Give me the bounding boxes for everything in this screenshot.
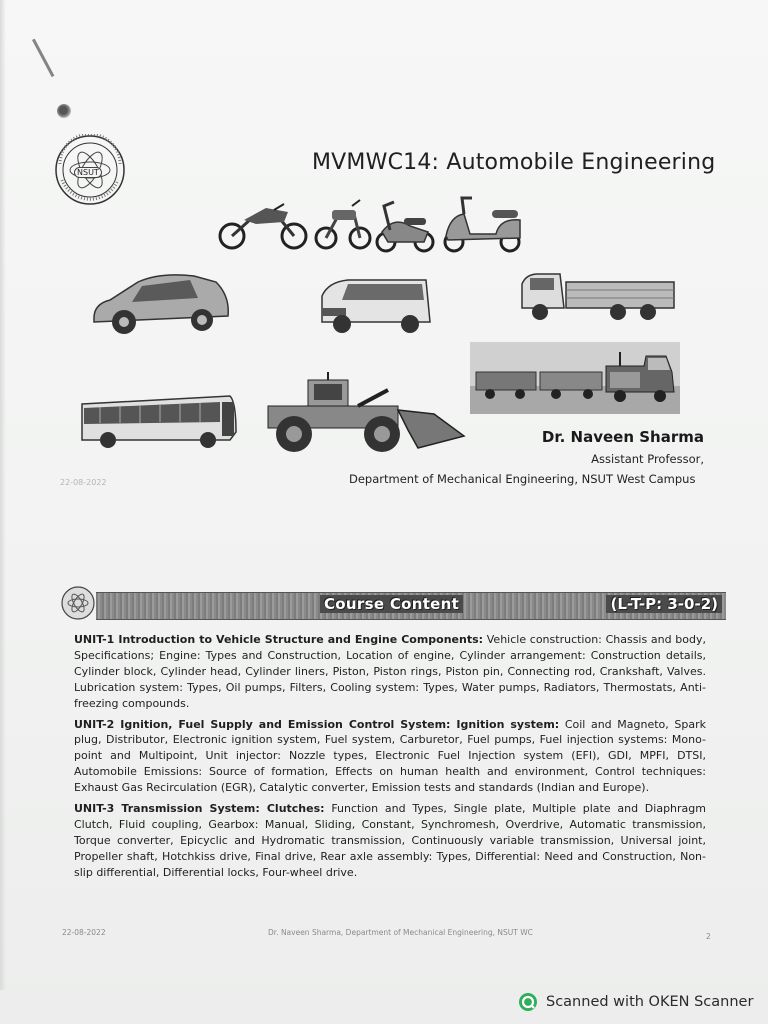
scan-mark	[32, 39, 54, 77]
oken-scanner-icon	[518, 992, 538, 1012]
banner-ltp: (L-T-P: 3-0-2)	[606, 595, 722, 613]
unit-2	[74, 717, 706, 797]
scanner-watermark	[518, 992, 753, 1012]
unit-1-body: Vehicle construction: Chassis and body, Specifications; Engine: Types and Construction, Location of engine, Cylinder arrangement: Construction details, Cylinder block, Cylinder head, Cylinder liners, Piston, Piston rings, Piston pin, Connecting rod, Crankshaft, Valves. Lubrication system: Types, Oil pumps, Filters, Cooling system: Types, Water pumps, Radiators, Thermostats, Anti-freezing compounds.	[74, 633, 707, 710]
wheel-loader-icon	[258, 370, 468, 454]
motorcycle-icon	[214, 198, 312, 250]
footer-date: 22-08-2022	[62, 928, 106, 937]
footer-author: Dr. Naveen Sharma, Department of Mechanical Engineering, NSUT WC	[268, 928, 533, 937]
unit-3-heading: UNIT-3 Transmission System: Clutches:	[74, 802, 325, 816]
course-content-banner	[96, 592, 726, 620]
vespa-scooter-icon	[440, 194, 528, 254]
banner-logo-icon	[60, 585, 96, 621]
scanner-text: Scanned with OKEN Scanner	[546, 994, 754, 1010]
unit-1-heading: UNIT-1 Introduction to Vehicle Structure and Engine Components:	[74, 633, 484, 646]
logo-text: NSUT	[74, 167, 102, 178]
page-title: MVMWC14: Automobile Engineering	[312, 150, 716, 175]
unit-3	[74, 801, 706, 881]
unit-2-body: Coil and Magneto, Spark plug, Distributor, Electronic ignition system, Fuel system, Carburetor, Fuel pumps, Fuel injection systems: Mono-point and Multipoint, Unit injector: Nozzle types, Electronic Fuel Injection system (EFI), GDI, MPFI, DTSI, Automobile Emissions: Source of formation, Effects on human health and environment, Control techniques: Exhaust Gas Recirculation (EGR), Catalytic converter, Emission tests and standards (Indian and Europe).	[74, 717, 706, 795]
punch-hole	[57, 104, 71, 118]
author-department: Department of Mechanical Engineering, NSUT West Campus	[349, 472, 696, 486]
banner-title: Course Content	[320, 595, 463, 613]
truck-icon	[518, 268, 678, 328]
unit-3-body: Function and Types, Single plate, Multiple plate and Diaphragm Clutch, Fluid coupling, Gearbox: Manual, Sliding, Constant, Synchromesh, Overdrive, Automatic transmission, Torque converter, Epicyclic and Hydromatic transmission, Continuously variable transmission, Universal joint, Propeller shaft, Hotchkiss drive, Final drive, Rear axle assembly: Types, Differential: Need and Construction, Non-slip differential, Differential locks, Four-wheel drive.	[74, 802, 706, 879]
dirt-bike-icon	[314, 196, 372, 252]
road-train-icon	[470, 342, 680, 414]
bus-icon	[80, 392, 238, 450]
scooter-icon	[374, 196, 436, 254]
faint-date: 22-08-2022	[60, 478, 107, 487]
course-content	[74, 632, 706, 886]
page-shadow-edge	[0, 0, 6, 990]
unit-1	[74, 632, 706, 712]
author-name: Dr. Naveen Sharma	[541, 428, 704, 446]
author-designation: Assistant Professor,	[591, 452, 704, 466]
page-number: 2	[706, 932, 711, 941]
hatchback-car-icon	[90, 268, 232, 340]
van-icon	[318, 276, 434, 338]
unit-2-heading: UNIT-2 Ignition, Fuel Supply and Emission Control System: Ignition system:	[74, 717, 560, 731]
